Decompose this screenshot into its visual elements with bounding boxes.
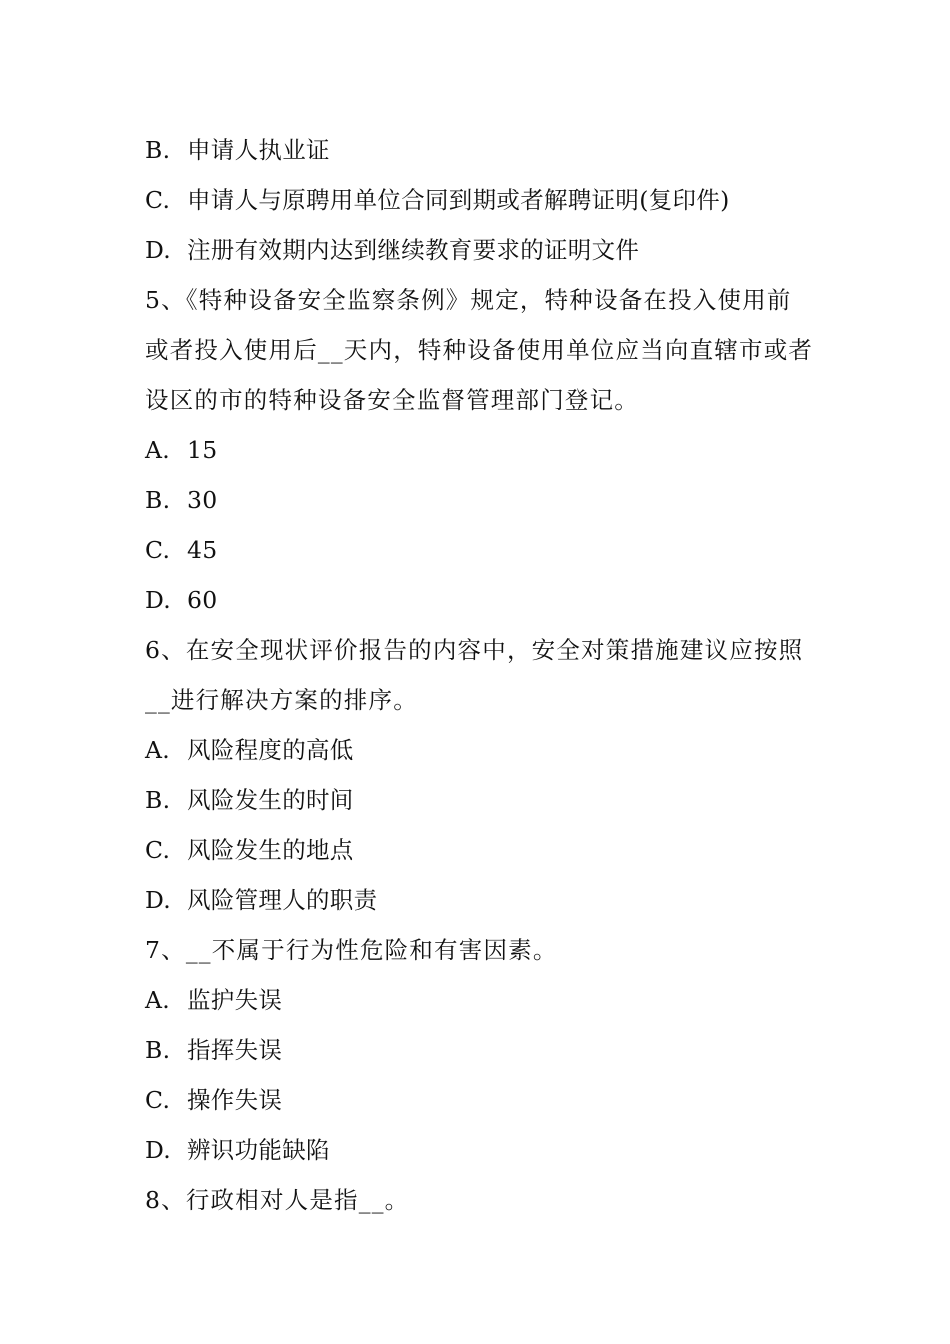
option-text: 风险发生的时间 xyxy=(187,786,354,814)
option-text: 15 xyxy=(187,436,218,464)
option-letter: D. xyxy=(145,1136,172,1164)
option-letter: B. xyxy=(145,786,171,814)
option-letter: A. xyxy=(145,986,171,1014)
option-text: 操作失误 xyxy=(187,1086,283,1114)
option-letter: A. xyxy=(145,436,171,464)
option-letter: C. xyxy=(145,536,171,564)
option-line xyxy=(145,525,815,575)
option-line xyxy=(145,975,815,1025)
option-letter: B. xyxy=(145,1036,171,1064)
option-line xyxy=(145,425,815,475)
document-content xyxy=(145,125,815,1225)
option-text: 风险发生的地点 xyxy=(187,836,354,864)
option-letter: D. xyxy=(145,236,172,264)
option-line xyxy=(145,125,815,175)
option-letter: A. xyxy=(145,736,171,764)
option-letter: B. xyxy=(145,486,171,514)
option-line xyxy=(145,225,815,275)
option-letter: D. xyxy=(145,586,172,614)
option-text: 监护失误 xyxy=(187,986,283,1014)
option-letter: D. xyxy=(145,886,172,914)
option-line xyxy=(145,875,815,925)
option-text: 辨识功能缺陷 xyxy=(187,1136,330,1164)
option-text: 45 xyxy=(187,536,218,564)
option-text: 风险管理人的职责 xyxy=(187,886,378,914)
option-text: 60 xyxy=(187,586,218,614)
option-text: 指挥失误 xyxy=(187,1036,283,1064)
option-line xyxy=(145,1125,815,1175)
question-stem: 7、__不属于行为性危险和有害因素。 xyxy=(145,936,558,964)
option-text: 申请人与原聘用单位合同到期或者解聘证明(复印件) xyxy=(187,186,730,214)
option-letter: C. xyxy=(145,1086,171,1114)
option-line xyxy=(145,175,815,225)
option-text: 申请人执业证 xyxy=(187,136,330,164)
option-text: 注册有效期内达到继续教育要求的证明文件 xyxy=(187,236,640,264)
option-line xyxy=(145,575,815,625)
question-stem: 6、在安全现状评价报告的内容中，安全对策措施建议应按照__进行解决方案的排序。 xyxy=(145,636,804,714)
option-line xyxy=(145,1075,815,1125)
option-letter: C. xyxy=(145,836,171,864)
option-text: 风险程度的高低 xyxy=(187,736,354,764)
option-line xyxy=(145,725,815,775)
option-letter: C. xyxy=(145,186,171,214)
option-line xyxy=(145,825,815,875)
option-line xyxy=(145,775,815,825)
question-stem: 8、行政相对人是指__。 xyxy=(145,1186,410,1214)
question-stem: 5、《特种设备安全监察条例》规定，特种设备在投入使用前或者投入使用后__天内，特种设备使用单位应当向直辖市或者设区的市的特种设备安全监督管理部门登记。 xyxy=(145,286,814,414)
option-line xyxy=(145,475,815,525)
option-letter: B. xyxy=(145,136,171,164)
option-line xyxy=(145,1025,815,1075)
option-text: 30 xyxy=(187,486,218,514)
